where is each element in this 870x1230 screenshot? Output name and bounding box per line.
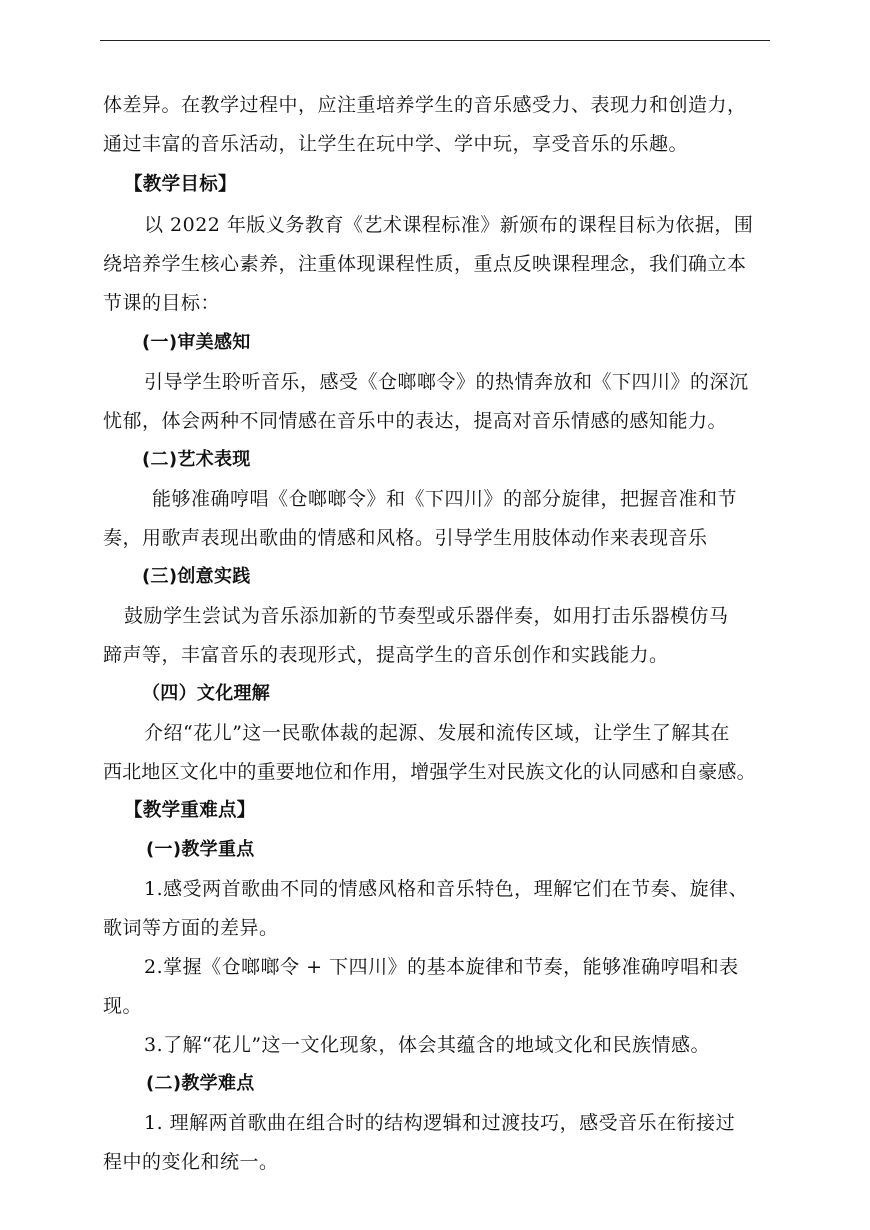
- body-line: 体差异。在教学过程中，应注重培养学生的音乐感受力、表现力和创造力，: [103, 94, 747, 116]
- body-line: 以 2022 年版义务教育《艺术课程标准》新颁布的课程目标为依据，围: [144, 214, 754, 236]
- body-line: 介绍“花儿”这一民歌体裁的起源、发展和流传区域，让学生了解其在: [144, 722, 730, 744]
- body-line: 3.了解“花儿”这一文化现象，体会其蕴含的地域文化和民族情感。: [144, 1034, 711, 1056]
- subheading-teaching-difficulty: (二)教学难点: [146, 1073, 255, 1094]
- body-line: 节课的目标：: [103, 292, 221, 314]
- subheading-creative-practice: (三)创意实践: [142, 566, 251, 587]
- body-line: 鼓励学生尝试为音乐添加新的节奏型或乐器伴奏，如用打击乐器模仿马: [124, 605, 729, 627]
- body-line: 1. 理解两首歌曲在组合时的结构逻辑和过渡技巧，感受音乐在衔接过: [144, 1112, 736, 1134]
- body-line: 2.掌握《仓啷啷令 + 下四川》的基本旋律和节奏，能够准确哼唱和表: [144, 956, 739, 978]
- body-line: 能够准确哼唱《仓啷啷令》和《下四川》的部分旋律，把握音准和节: [152, 488, 738, 510]
- subheading-artistic-expression: (二)艺术表现: [142, 449, 251, 470]
- body-line: 绕培养学生核心素养，注重体现课程性质，重点反映课程理念，我们确立本: [103, 253, 747, 275]
- header-rule: [100, 40, 770, 41]
- subheading-aesthetic-perception: (一)审美感知: [142, 332, 251, 353]
- subheading-teaching-focus: (一)教学重点: [146, 839, 255, 860]
- body-line: 程中的变化和统一。: [103, 1151, 279, 1173]
- section-heading-objectives: 【教学目标】: [124, 174, 237, 195]
- section-heading-key-points: 【教学重难点】: [124, 800, 256, 821]
- body-line: 忧郁，体会两种不同情感在音乐中的表达，提高对音乐情感的感知能力。: [103, 410, 728, 432]
- body-line: 1.感受两首歌曲不同的情感风格和音乐特色，理解它们在节奏、旋律、: [144, 878, 749, 900]
- body-line: 歌词等方面的差异。: [103, 917, 279, 939]
- body-line: 引导学生聆听音乐，感受《仓啷啷令》的热情奔放和《下四川》的深沉: [144, 371, 749, 393]
- body-line: 通过丰富的音乐活动，让学生在玩中学、学中玩，享受音乐的乐趣。: [103, 133, 689, 155]
- body-line: 西北地区文化中的重要地位和作用，增强学生对民族文化的认同感和自豪感。: [103, 761, 756, 783]
- body-line: 奏，用歌声表现出歌曲的情感和风格。引导学生用肢体动作来表现音乐: [103, 527, 708, 549]
- body-line: 现。: [103, 995, 143, 1017]
- subheading-cultural-understanding: （四）文化理解: [142, 683, 271, 704]
- body-line: 蹄声等，丰富音乐的表现形式，提高学生的音乐创作和实践能力。: [103, 644, 669, 666]
